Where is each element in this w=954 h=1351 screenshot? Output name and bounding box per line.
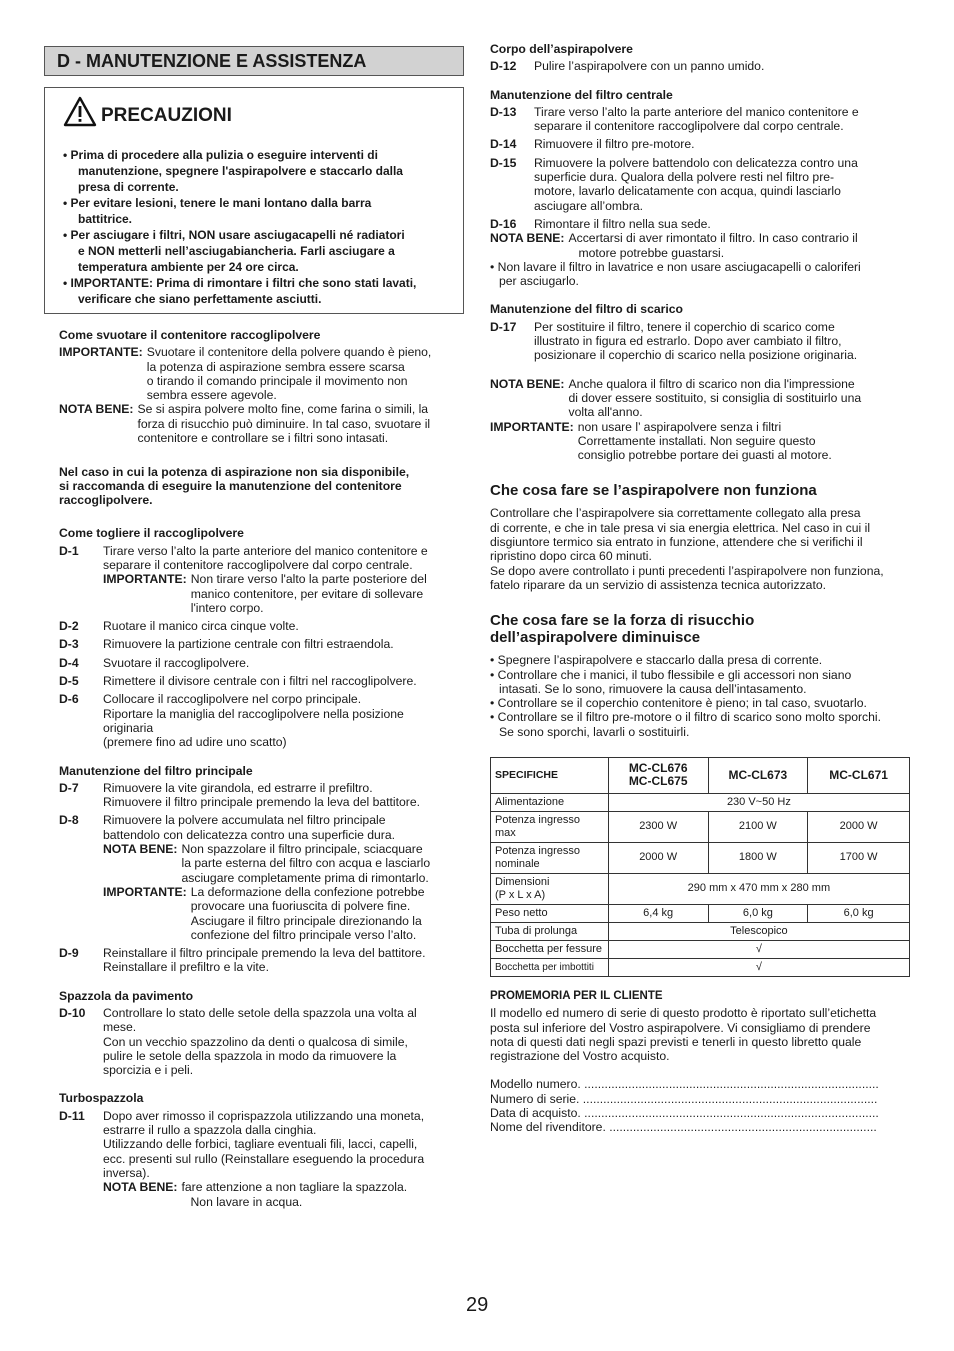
precaution-bullet-2: • Per evitare lesioni, tenere le mani lontano dalla barra battitrice.	[63, 196, 372, 226]
risucchio-bullet-4: • Controllare se il filtro pre-motore o il filtro di scarico sono molto sporchi. Se sono sporchi, lavarli o sostituirli.	[490, 710, 882, 739]
spazzola-heading: Spazzola da pavimento	[59, 988, 194, 1003]
filtro-principale-heading: Manutenzione del filtro principale	[59, 763, 253, 778]
specs-row-pnom: Potenza ingresso nominale 2000 W 1800 W 1700 W	[491, 842, 910, 873]
precautions-title	[63, 96, 448, 127]
field-nome-rivenditore: Nome del rivenditore. ...............................................................................	[490, 1120, 877, 1135]
precautions-box	[44, 87, 464, 314]
filtro-centrale-heading: Manutenzione del filtro centrale	[490, 87, 673, 102]
corpo-heading: Corpo dell’aspirapolvere	[490, 42, 633, 56]
step-d3: D-3 Rimuovere la partizione centrale con filtri estraendola.	[59, 637, 394, 652]
turbo-heading: Turbospazzola	[59, 1091, 144, 1106]
promemoria-heading: PROMEMORIA PER IL CLIENTE	[490, 989, 663, 1002]
step-d1-important: IMPORTANTE: Non tirare verso l'alto la parte posteriore del manico contenitore, per evitare di sollevare l'intero corpo.	[103, 572, 427, 615]
field-numero-serie: Numero di serie. .......................................................................................	[490, 1091, 878, 1106]
specs-header-row: SPECIFICHE MC-CL676 MC-CL675 MC-CL673 MC-CL671	[491, 757, 910, 793]
filtro-centrale-bullet: • Non lavare il filtro in lavatrice e non usare asciugacapelli o caloriferi per asciugarlo.	[490, 259, 861, 289]
precaution-bullet-1: • Prima di procedere alla pulizia o eseguire interventi di manutenzione, spegnere l'aspirapolvere e staccarlo dalla presa di corrente.	[63, 148, 403, 194]
specs-row-peso: Peso netto 6,4 kg 6,0 kg 6,0 kg	[491, 904, 910, 922]
precaution-bullet-4: • IMPORTANTE: Prima di rimontare i filtri che sono stati lavati, verificare che siano perfettamente asciutti.	[63, 276, 417, 306]
page-number: 29	[466, 1294, 489, 1316]
risucchio-heading: Che cosa fare se la forza di risucchio dell’aspirapolvere diminuisce	[490, 612, 755, 647]
precautions-title-text: PRECAUZIONI	[101, 105, 232, 126]
svuotare-heading: Come svuotare il contenitore raccoglipolvere	[59, 328, 321, 342]
svuotare-important: IMPORTANTE: Svuotare il contenitore della polvere quando è pieno, la potenza di aspirazione sembra essere scarsa o tirando il comando principale il movimento non sembra essere agevole.	[59, 345, 432, 403]
svuotare-note: NOTA BENE: Se si aspira polvere molto fine, come farina o simili, la forza di risucchio può diminuire. In tal caso, svuotare il contenitore e controllare se i filtri sono intasati.	[59, 402, 431, 446]
step-d8-important: IMPORTANTE: La deformazione della confezione potrebbe provocare una fuoriuscita di polvere fine. Asciugare il filtro principale direzionando la confezione del filtro principale verso l’alto.	[103, 884, 425, 942]
non-funziona-heading: Che cosa fare se l’aspirapolvere non funziona	[490, 482, 817, 500]
step-d15: D-15 Rimuovere la polvere battendolo con delicatezza contro una superficie dura. Qualora della polvere resti nel filtro pre- motore, lavarlo delicatamente con acqua, quindi lasciarlo asciugare all’ombra.	[490, 155, 858, 213]
risucchio-bullet-1: • Spegnere l’aspirapolvere e staccarlo dalla presa di corrente.	[490, 653, 823, 668]
specs-row-pmax: Potenza ingresso max 2300 W 2100 W 2000 W	[491, 811, 910, 842]
risucchio-bullet-3: • Controllare se il coperchio contenitore è pieno; in tal caso, svuotarlo.	[490, 696, 867, 711]
specs-table	[490, 757, 910, 977]
field-modello-numero: Modello numero. .......................................................................................	[490, 1077, 879, 1092]
promemoria-text: Il modello ed numero di serie di questo prodotto è riportato sull’etichetta posta sul inferiore del Vostro aspirapolvere. Vi consigliamo di prendere nota di questi dati negli spazi previsti e tenerli in questo libretto quale registrazione del Vostro acquisto.	[490, 1006, 877, 1064]
specs-row-imbottiti: Bocchetta per imbottiti √	[491, 958, 910, 976]
step-d11-note: NOTA BENE: fare attenzione a non tagliare la spazzola. Non lavare in acqua.	[103, 1180, 408, 1209]
specs-row-fessure: Bocchetta per fessure √	[491, 940, 910, 958]
non-funziona-text: Controllare che l’aspirapolvere sia correttamente collegato alla presa di corrente, e che in tale presa vi sia energia elettrica. Nel caso in cui il disgiuntore termico sia entrato in funzione, attendere che si verifichi il ripristino dopo circa 60 minuti. Se dopo avere controllato i punti precedenti l’aspirapolvere non funziona, fatelo riparare da un servizio di assistenza tecnica autorizzato.	[490, 506, 884, 592]
step-d9: D-9 Reinstallare il filtro principale premendo la leva del battitore. Reinstallare il prefiltro e la vite.	[59, 946, 426, 975]
step-d13: D-13 Tirare verso l’alto la parte anteriore del manico contenitore e separare il contenitore raccoglipolvere dal corpo centrale.	[490, 104, 859, 134]
left-body	[44, 328, 464, 1209]
step-d2: D-2 Ruotare il manico circa cinque volte.	[59, 619, 299, 634]
specs-row-tuba: Tuba di prolunga Telescopico	[491, 922, 910, 940]
step-d7: D-7 Rimuovere la vite girandola, ed estrarre il prefiltro. Rimuovere il filtro principale premendo la leva del battitore.	[59, 780, 421, 810]
step-d12: D-12 Pulire l’aspirapolvere con un panno umido.	[490, 59, 765, 74]
step-d11: D-11 Dopo aver rimosso il coprispazzola utilizzando una moneta, estrarre il rullo a spazzola dalla cinghia. Utilizzando delle forbici, tagliare eventuali fili, lacci, capelli, ecc. presenti sul rullo (Reinstallare eseguendo la procedura inversa).	[59, 1108, 425, 1180]
precaution-bullet-3: • Per asciugare i filtri, NON usare asciugacapelli né radiatori e NON metterli nell’asciugabiancheria. Farli asciugare a temperatura ambiente per 24 ore circa.	[63, 228, 405, 274]
potenza-warning: Nel caso in cui la potenza di aspirazione non sia disponibile, si raccomanda di eseguire la manutenzione del contenitore raccoglipolvere.	[59, 465, 410, 508]
step-d16: D-16 Rimontare il filtro nella sua sede.	[490, 216, 711, 231]
filtro-scarico-heading: Manutenzione del filtro di scarico	[490, 302, 683, 317]
step-d14: D-14 Rimuovere il filtro pre-motore.	[490, 137, 695, 152]
filtro-scarico-note: NOTA BENE: Anche qualora il filtro di scarico non dia l'impressione di dover essere sostituito, si consiglia di sostituirlo una volta all'anno.	[490, 376, 862, 420]
specs-row-alimentazione: Alimentazione 230 V~50 Hz	[491, 793, 910, 811]
step-d8: D-8 Rimuovere la polvere accumulata nel filtro principale battendolo con delicatezza contro una superficie dura.	[59, 813, 396, 842]
specs-row-dimensioni: Dimensioni (P x L x A) 290 mm x 470 mm x 280 mm	[491, 873, 910, 904]
step-d4: D-4 Svuotare il raccoglipolvere.	[59, 655, 250, 670]
step-d1: D-1 Tirare verso l’alto la parte anteriore del manico contenitore e separare il contenitore raccoglipolvere dal corpo centrale.	[59, 543, 428, 572]
risucchio-bullet-2: • Controllare che i manici, il tubo flessibile e gli accessori non siano intasati. Se lo sono, rimuovere la causa dell’intasamento.	[490, 667, 852, 696]
section-title: D - MANUTENZIONE E ASSISTENZA	[44, 46, 464, 76]
step-d5: D-5 Rimettere il divisore centrale con i filtri nel raccoglipolvere.	[59, 674, 417, 689]
step-d6: D-6 Collocare il raccoglipolvere nel corpo principale. Riportare la maniglia del raccoglipolvere nella posizione originaria (premere fino ad udire uno scatto)	[59, 692, 404, 750]
warning-icon	[63, 96, 97, 127]
step-d17: D-17 Per sostituire il filtro, tenere il coperchio di scarico come illustrato in figura ed estrarlo. Dopo aver cambiato il filtro, posizionare il coperchio di scarico nella posizione originaria.	[490, 319, 858, 363]
togliere-heading: Come togliere il raccoglipolvere	[59, 526, 244, 541]
right-column	[490, 42, 910, 1135]
field-data-acquisto: Data di acquisto. .......................................................................................	[490, 1106, 879, 1121]
filtro-scarico-important: IMPORTANTE: non usare l’ aspirapolvere senza i filtri Correttamente installati. Non seguire questo consiglio potrebbe portare dei guasti al motore.	[490, 419, 832, 463]
filtro-centrale-note: NOTA BENE: Accertarsi di aver rimontato il filtro. In caso contrario il motore potrebbe guastarsi.	[490, 231, 858, 260]
step-d8-note: NOTA BENE: Non spazzolare il filtro principale, sciacquare la parte esterna del filtro con acqua e lasciarlo asciugare completamente prima di rimontarlo.	[103, 842, 431, 885]
step-d10: D-10 Controllare lo stato delle setole della spazzola una volta al mese. Con un vecchio spazzolino da denti o qualcosa di simile, pulire le setole della spazzola in modo da rimuovere la sporcizia e i peli.	[59, 1005, 417, 1078]
left-column	[44, 46, 464, 1209]
